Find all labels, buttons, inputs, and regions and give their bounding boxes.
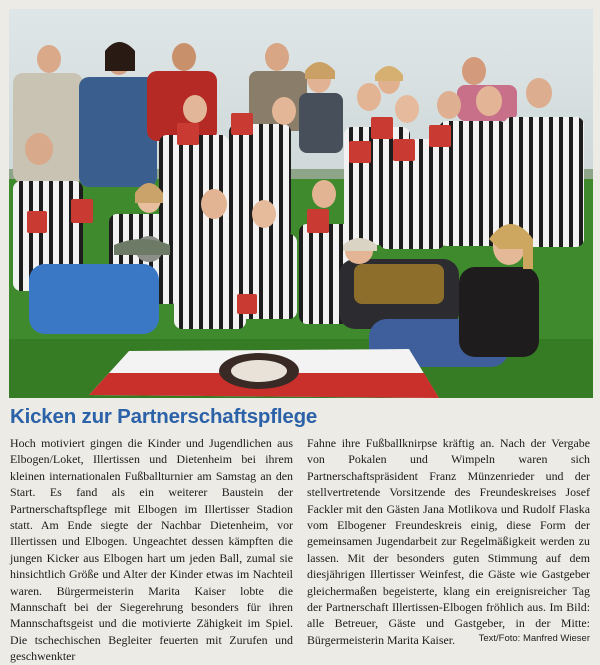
flag — [89, 349, 439, 398]
team-photo — [9, 9, 593, 398]
article-body-column-2: Fahne ihre Fußballknirpse kräftig an. Nach der Vergabe von Pokalen und Wimpeln waren sich Partnerschaftspräsident Franz Münzenrieder und der stellvertretende Vorsitzende des Freundeskreises Josef Fackler mit den Gästen Jana Motlikova und Rudolf Flaska vom Elbogener Freundeskreis einig, diese Form der gemeinsamen Jugendarbeit zur Regelmäßigkeit werden zu lassen. Mit der besonders guten Stimmung auf dem diesjährigen Illertisser Weinfest, die Gäste wie Gastgeber gleichermaßen begeisterte, klang ein ereignisreicher Tag der Partnerschaft Illertissen-Elbogen fröhlich aus. Im Bild: alle Betreuer, Gäste und Gastgeber, in der Mitte: Bürgermeisterin Marita Kaiser. — [307, 436, 590, 647]
article-headline: Kicken zur Partnerschaftspflege — [10, 405, 318, 428]
article-body-column-1: Hoch motiviert gingen die Kinder und Jugendlichen aus Elbogen/Loket, Illertissen und Dietenheim bei ihrem kleinen internationalen Fußballturnier am Samstag an den Start. Es fand als ein weiterer Baustein der Partnerschaftspflege mit Elbogen im Illertisser Stadion statt. Am Ende siegte der Nachbar Dietenheim, vor Illertissen und Elbogen. Ungeachtet dessen kämpften die jungen Kicker aus Elbogen hart um jeden Ball, zumal sie hinsichtlich Größe und Alter der Kinder etwas im Nachteil waren. Bürgermeisterin Marita Kaiser lobte die Mannschaft bei der Siegerehrung besonders für ihren Mannschaftsgeist und die motivierte Zähigkeit im Spiel. Die tschechischen Begleiter feuerten mit Zurufen und geschwenkter — [10, 436, 293, 664]
photo-credit: Text/Foto: Manfred Wieser — [478, 633, 590, 644]
